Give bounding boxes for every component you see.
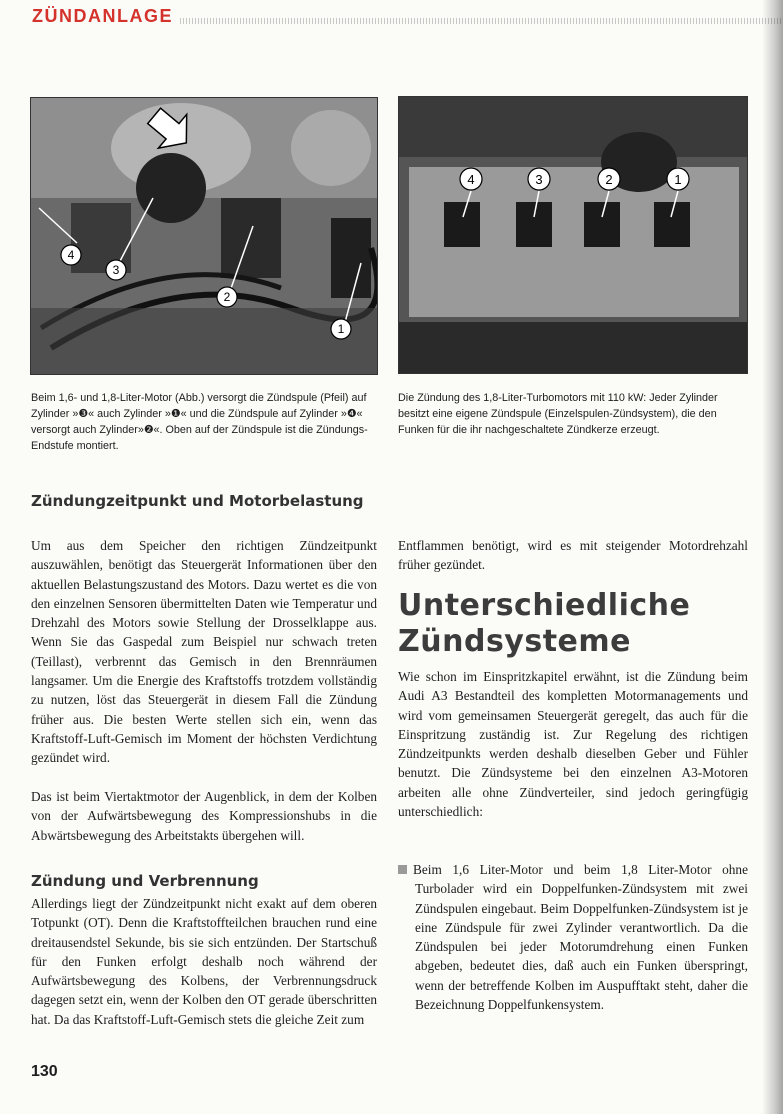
header-rule [180, 18, 783, 24]
list-item [398, 860, 748, 1014]
callout-3: 3 [535, 172, 543, 187]
bullet-list [398, 860, 748, 1014]
callout-1: 1 [674, 172, 682, 187]
paragraph-motorbelastung-2: Das ist beim Viertaktmotor der Augenblick, in dem der Kolben von der Aufwärtsbewegung des Kompressionshubs in die Abwärtsbewegung des Arbeitstakts übergehen will. [31, 789, 377, 843]
page-header [30, 6, 783, 30]
bullet-square-icon [398, 865, 407, 874]
callout-3: 3 [112, 263, 120, 277]
heading-line-1: Unterschiedliche [398, 588, 691, 623]
page-number: 130 [31, 1063, 58, 1080]
callout-4: 4 [467, 172, 475, 187]
section-heading-zuendsysteme [398, 588, 690, 660]
engine-photo-1 [30, 97, 378, 375]
engine-photo-2-illustration [399, 97, 747, 373]
paragraph-continuation: Entflammen benötigt, wird es mit steigender Motordrehzahl früher gezündet. [398, 538, 748, 573]
section-heading-verbrennung: Zündung und Verbrennung [31, 872, 259, 890]
figure-1-caption: Beim 1,6- und 1,8-Liter-Motor (Abb.) versorgt die Zündspule (Pfeil) auf Zylinder »❸« auch Zylinder »❶« und die Zündspule auf Zylinder »❹« versorgt auch Zylinder»❷«. Oben auf der Zündspule ist die Zündungs-Endstufe montiert. [31, 392, 368, 452]
bullet-text: Beim 1,6 Liter-Motor und beim 1,8 Liter-Motor ohne Turbolader wird ein Doppelfunken-Zündsystem mit zwei Zündspulen eingebaut. Beim Doppelfunken-Zündsystem ist je eine Zündspule für zwei Zylinder verantwortlich. Da die Zündspulen bei jeder Motorumdrehung einen Funken abgeben, bedeutet dies, daß auch ein Funken überspringt, wenn der betreffende Kolben im Auspufftakt steht, daher die Bezeichnung Doppelfunkensystem. [413, 862, 748, 1013]
figure-2-caption: Die Zündung des 1,8-Liter-Turbomotors mit 110 kW: Jeder Zylinder besitzt eine eigene Zündspule (Einzelspulen-Zündsystem), die den Funken für die ihr nachgeschaltete Zündkerze erzeugt. [398, 392, 718, 436]
callout-2: 2 [223, 290, 231, 304]
page-edge-shadow [762, 0, 783, 1114]
section-heading-motorbelastung: Zündungzeitpunkt und Motorbelastung [31, 492, 364, 510]
section-title: ZÜNDANLAGE [32, 6, 173, 26]
paragraph-motorbelastung-1: Um aus dem Speicher den richtigen Zündzeitpunkt auszuwählen, benötigt das Steuergerät Informationen über den aktuellen Belastungszustand des Motors. Dazu wertet es die von den einzelnen Sensoren übermittelten Daten wie Temperatur und Drehzahl des Motors sowie Stellung der Drosselklappe aus. Wenn Sie das Gaspedal zum Beispiel nur schwach treten (Teillast), verbrennt das Gemisch in den Brennräumen langsamer. Um die Energie des Kraftstoffs trotzdem vollständig zu nutzen, löst das Steuergerät in diesem Fall die Zündung früher aus. Die besten Werte stellen sich ein, wenn das Kraftstoff-Luft-Gemisch im Moment der höchsten Verdichtung gezündet wird. [31, 538, 377, 766]
engine-photo-2 [398, 96, 748, 374]
callout-1: 1 [337, 322, 345, 336]
engine-photo-1-illustration [31, 98, 377, 374]
heading-line-2: Zündsysteme [398, 624, 632, 659]
paragraph-zuendsysteme: Wie schon im Einspritzkapitel erwähnt, ist die Zündung beim Audi A3 Bestandteil des kompletten Motormanagements und wird vom gemeinsamen Steuergerät geregelt, das auch für die Einspritzung zuständig ist. Zur Regelung des richtigen Zündzeitpunkts werden deshalb dieselben Geber und Fühler benutzt. Die Zündsysteme bei den einzelnen A3-Motoren arbeiten alle ohne Zündverteiler, sind jedoch geringfügig unterschiedlich: [398, 669, 748, 820]
callout-2: 2 [605, 172, 613, 187]
callout-4: 4 [67, 248, 75, 262]
paragraph-verbrennung: Allerdings liegt der Zündzeitpunkt nicht exakt auf dem oberen Totpunkt (OT). Denn die Kraftstoffteilchen brauchen rund eine dreitausendstel Sekunde, bis sie sich entzünden. Der Startschuß für den Funken erfolgt deshalb noch während der Aufwärtsbewegung des Kolbens, der Verbrennungsdruck dagegen setzt ein, wenn der Kolben den OT gerade überschritten hat. Da das Kraftstoff-Luft-Gemisch stets die gleiche Zeit zum [31, 896, 377, 1027]
